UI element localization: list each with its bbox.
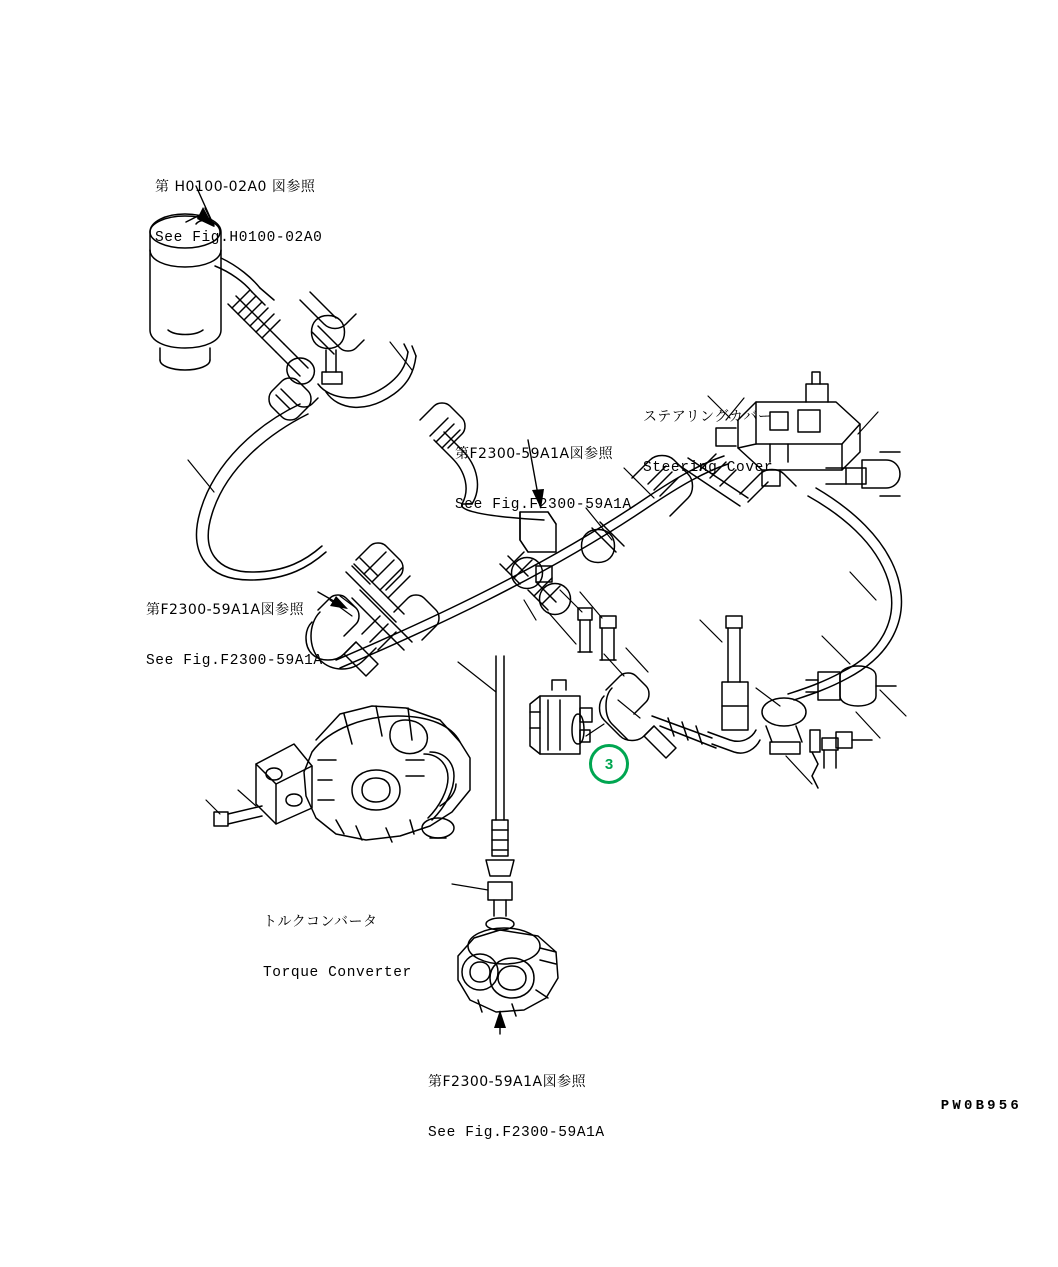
label-jp-text: 第F2300-59A1A図参照	[146, 602, 305, 618]
label-ref-h0100-02a0	[155, 145, 322, 281]
label-en-text: Torque Converter	[263, 965, 412, 981]
mounting-plate-left	[256, 744, 312, 824]
valve-block	[530, 680, 592, 754]
bolt-group-center	[578, 608, 616, 660]
label-jp-text: 第F2300-59A1A図参照	[428, 1074, 587, 1090]
drawing-code: PW0B956	[940, 1098, 1022, 1114]
callout-number: 3	[604, 755, 614, 773]
label-ref-f2300-59a1a-left	[146, 568, 323, 704]
bolt-group-right	[700, 616, 780, 730]
label-jp-text: 第 H0100-02A0 図参照	[155, 179, 316, 195]
label-en-text: See Fig.F2300-59A1A	[455, 497, 632, 513]
label-jp-text: 第F2300-59A1A図参照	[455, 446, 614, 462]
label-torque-converter	[263, 880, 412, 1016]
bolt-plate-left	[206, 790, 262, 826]
seal-ring	[572, 714, 584, 744]
label-jp-text: トルクコンバータ	[263, 914, 378, 930]
fitting-upper-1	[300, 292, 364, 384]
hydraulic-pump	[458, 928, 558, 1016]
tube-fitting-mid-2	[528, 578, 571, 615]
label-jp-text: ステアリングカバー	[643, 409, 773, 425]
label-en-text: See Fig.H0100-02A0	[155, 230, 323, 246]
label-en-text: See Fig.F2300-59A1A	[428, 1125, 605, 1141]
label-en-text: Steering Cover	[643, 460, 774, 476]
fitting-cluster-right-lower	[762, 666, 896, 788]
callout-part-3[interactable]	[589, 744, 629, 784]
hose-loop-upper	[318, 352, 408, 398]
hose-upper-left	[215, 258, 318, 420]
hose-main-left-loop	[197, 404, 326, 580]
pipe-to-pump	[452, 656, 514, 930]
elbow-assembly-left	[306, 543, 439, 676]
label-steering-cover	[643, 375, 773, 511]
elbow-hose-center	[600, 673, 761, 758]
label-ref-f2300-59a1a-bottom	[428, 1040, 605, 1176]
label-en-text: See Fig.F2300-59A1A	[146, 653, 323, 669]
label-ref-f2300-59a1a-top	[455, 412, 632, 548]
torque-converter	[304, 706, 470, 842]
